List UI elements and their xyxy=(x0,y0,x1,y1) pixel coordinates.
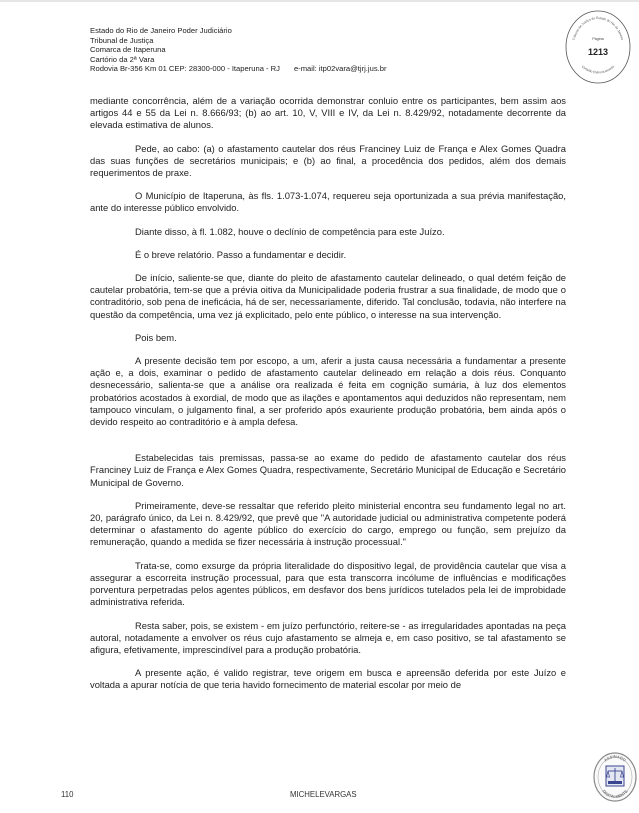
stamp-top-arc: Tribunal de Justiça do Estado do Rio de Janeiro xyxy=(571,15,625,41)
svg-text:Certidão Eletronicamente xyxy=(581,64,615,74)
paragraph: Resta saber, pois, se existem - em juízo perfunctório, reitere-se - as irregularidades apontadas na peça autoral, notadamente a envolver os réus cujo afastamento se almeja e, em caso positivo, se tal afastamento se afigura, efetivamente, imprescindível para a produção probatória. xyxy=(90,619,566,655)
header-address: Rodovia Br-356 Km 01 CEP: 28300-000 - Itaperuna - RJ xyxy=(90,64,280,74)
paragraph: Diante disso, à fl. 1.082, houve o declínio de competência para este Juízo. xyxy=(135,225,445,237)
signature-seal-icon xyxy=(592,751,638,803)
header-line-registry: Cartório da 2ª Vara xyxy=(90,54,155,64)
header-line-district: Comarca de Itaperuna xyxy=(90,45,166,55)
footer-page-code: 110 xyxy=(61,790,74,799)
stamp-bottom-arc: Certidão Eletronicamente xyxy=(580,64,616,75)
paragraph: mediante concorrência, além de a variação ocorrida demonstrar conluio entre os participantes, bem assim aos artigos 44 e 55 da Lei n. 8.666/93; (b) ao art. 10, V, VIII e IV, da Lei n. 8.429/92, notadamente decorrente da elevada estimativa de alunos. xyxy=(90,95,566,131)
stamp-circle-icon xyxy=(564,9,632,85)
paragraph: Trata-se, como exsurge da própria literalidade do dispositivo legal, de providência cautelar que visa a assegurar a escorreita instrução processual, para que esta transcorra incólume de influências e modificações porventura perpetradas pelos agentes públicos, em desfavor dos bens jurídicos tutelados pela lei de improbidade administrativa referida. xyxy=(90,559,566,608)
top-border xyxy=(0,0,639,2)
paragraph: Primeiramente, deve-se ressaltar que referido pleito ministerial encontra seu fundamento legal no art. 20, parágrafo único, da Lei n. 8.429/92, que prevê que "A autoridade judicial ou administrativa competente poderá determinar o afastamento do agente público do exercício do cargo, emprego ou função, sem prejuízo da remuneração, quando a medida se fizer necessária à instrução processual." xyxy=(90,499,566,548)
header-email: e-mail: itp02vara@tjrj.jus.br xyxy=(293,64,387,74)
paragraph: Estabelecidas tais premissas, passa-se ao exame do pedido de afastamento cautelar dos réus Franciney Luiz de França e Alex Gomes Quadra, respectivamente, Secretário Municipal de Educação e Secretário Municipal de Governo. xyxy=(90,452,566,488)
seal-bottom-text: DIGITALMENTE xyxy=(601,788,629,800)
paragraph: É o breve relatório. Passo a fundamentar e decidir. xyxy=(135,248,347,260)
digital-signature-seal xyxy=(592,751,638,803)
paragraph: A presente ação, é valido registrar, teve origem em busca e apreensão deferida por este Juízo e voltada a apurar notícia de que teria havido fornecimento de material escolar por meio de xyxy=(90,667,566,691)
paragraph: De início, saliente-se que, diante do pleito de afastamento cautelar delineado, o qual detém feição de cautelar probatória, tem-se que a prévia oitiva da Municipalidade poderia frustrar a sua finalidade, de modo que o contraditório, sob pena de ineficácia, há de ser, necessariamente, diferido. Tal conclusão, todavia, não interfere na questão da competência, uma vez já explicitado, pelo ente público, o interesse na sua intervenção. xyxy=(90,272,566,320)
stamp-page-number: 1213 xyxy=(587,47,609,57)
seal-top-text: ASSINADO xyxy=(602,753,628,763)
header-line-state: Estado do Rio de Janeiro Poder Judiciário xyxy=(90,26,232,35)
header-line-court: Tribunal de Justiça xyxy=(90,35,154,45)
stamp-label: Página xyxy=(592,37,604,41)
header-address-line xyxy=(90,64,387,74)
paragraph: A presente decisão tem por escopo, a um, aferir a justa causa necessária a fundamentar a presente ação e, a dois, examinar o pedido de afastamento cautelar delineado em relação a dois réus. Conquanto desnecessário, salienta-se que a análise ora realizada é feita em cognição sumária, à luz dos elementos probatórios acostados à exordial, de modo que as ilações e apontamentos aqui deduzidos não representam, nem tampouco vinculam, o julgamento final, a ser proferido após exauriente produção probatória, bem ainda após o devido respeito ao contraditório e à ampla defesa. xyxy=(90,355,566,428)
paragraph: O Município de Itaperuna, às fls. 1.073-1.074, requereu seja oportunizada a sua prévia manifestação, ante do interesse público envolvido. xyxy=(90,190,566,214)
page-number-stamp xyxy=(564,9,632,85)
footer-signer: MICHELEVARGAS xyxy=(290,790,357,799)
paragraph: Pede, ao cabo: (a) o afastamento cautelar dos réus Franciney Luiz de França e Alex Gomes Quadra das suas funções de secretários municipais; e (b) ao final, a procedência dos pedidos, além dos demais requerimentos de praxe. xyxy=(90,142,566,179)
document-body xyxy=(90,95,566,703)
court-header xyxy=(90,26,387,74)
paragraph: Pois bem. xyxy=(135,331,177,343)
